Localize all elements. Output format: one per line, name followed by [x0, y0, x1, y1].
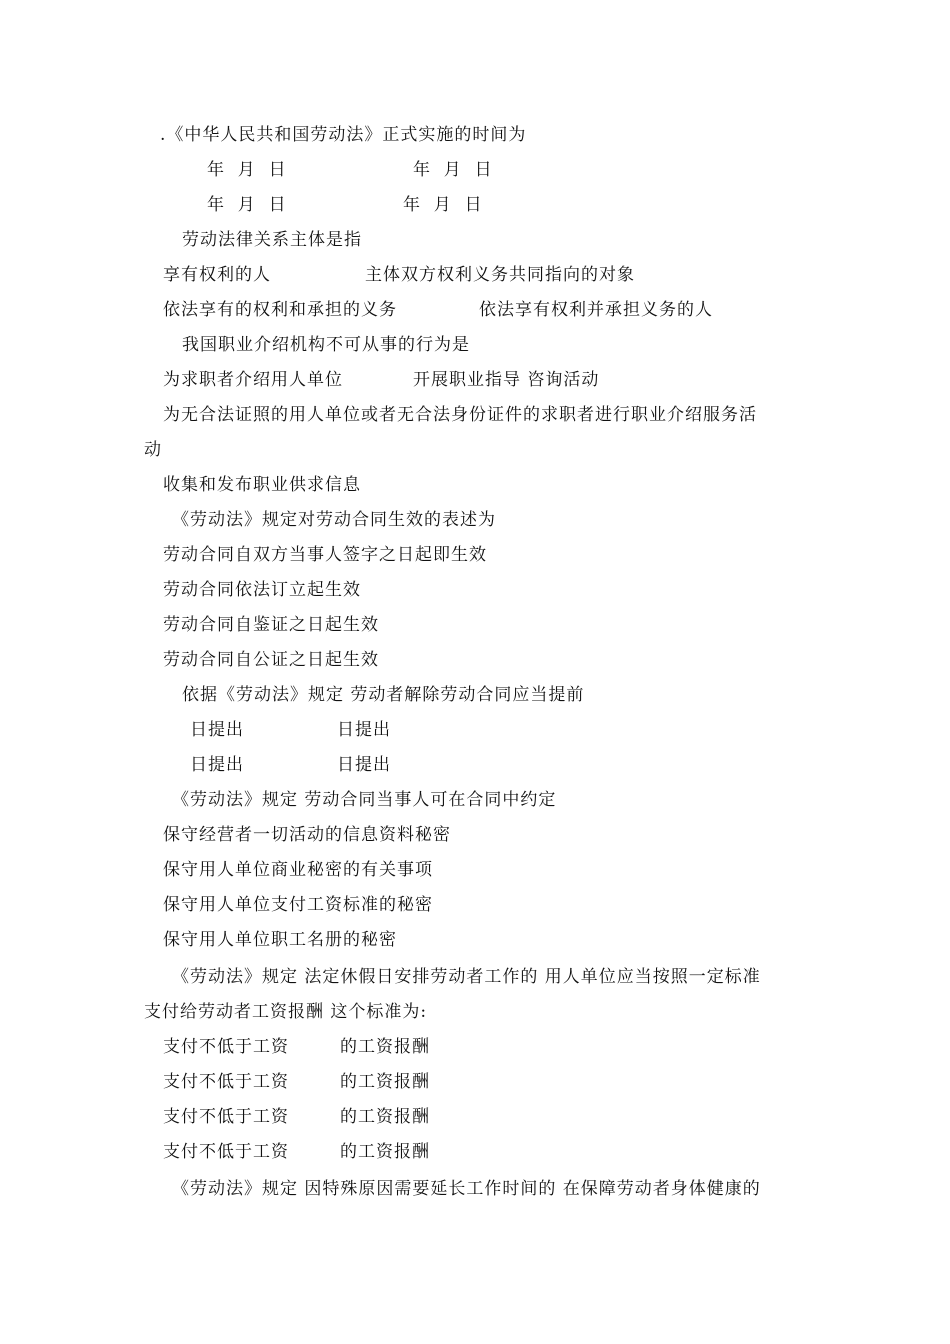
- option-row: [0, 643, 950, 678]
- option-row: [0, 923, 950, 958]
- option-text: 为求职者介绍用人单位: [163, 370, 343, 390]
- option-row: [0, 153, 950, 188]
- option-text: 劳动合同自双方当事人签字之日起即生效: [163, 545, 487, 565]
- question-stem: 《劳动法》规定 法定休假日安排劳动者工作的 用人单位应当按照一定标准: [172, 967, 761, 987]
- option-text: 支付不低于工资: [163, 1037, 289, 1057]
- option-row: [0, 853, 950, 888]
- option-text: 日提出: [190, 720, 244, 740]
- option-text: 支付不低于工资: [163, 1072, 289, 1092]
- option-text: 的工资报酬: [340, 1107, 430, 1127]
- option-row: [0, 1065, 950, 1100]
- option-text: 保守用人单位职工名册的秘密: [163, 930, 397, 950]
- option-text: 的工资报酬: [340, 1072, 430, 1092]
- option-row: [0, 293, 950, 328]
- option-text: 保守经营者一切活动的信息资料秘密: [163, 825, 451, 845]
- option-text: 主体双方权利义务共同指向的对象: [365, 265, 635, 285]
- question-stem: 《劳动法》规定 劳动合同当事人可在合同中约定: [172, 790, 557, 810]
- option-row: [0, 188, 950, 223]
- option-row: [0, 1030, 950, 1065]
- option-row: [0, 1100, 950, 1135]
- option-row: [0, 818, 950, 853]
- option-text: 日提出: [337, 755, 391, 775]
- option-row: [0, 398, 950, 433]
- option-text: 保守用人单位支付工资标准的秘密: [163, 895, 433, 915]
- option-text: 劳动合同自鉴证之日起生效: [163, 615, 379, 635]
- option-row: [0, 433, 950, 468]
- option-row: [0, 258, 950, 293]
- question-stem: 《劳动法》规定对劳动合同生效的表述为: [172, 510, 496, 530]
- option-text: 依法享有的权利和承担的义务: [163, 300, 397, 320]
- option-row: [0, 363, 950, 398]
- option-text: 享有权利的人: [163, 265, 271, 285]
- option-row: [0, 468, 950, 503]
- question-stem: 依据《劳动法》规定 劳动者解除劳动合同应当提前: [182, 685, 585, 705]
- option-row: [0, 608, 950, 643]
- option-text: 年 月 日: [413, 160, 493, 180]
- option-row: [0, 888, 950, 923]
- option-text: 依法享有权利并承担义务的人: [479, 300, 713, 320]
- question-stem: .《中华人民共和国劳动法》正式实施的时间为: [160, 125, 527, 145]
- question-stem: 《劳动法》规定 因特殊原因需要延长工作时间的 在保障劳动者身体健康的: [172, 1179, 761, 1199]
- option-text: 支付不低于工资: [163, 1107, 289, 1127]
- option-text: 日提出: [337, 720, 391, 740]
- option-text: 劳动合同依法订立起生效: [163, 580, 361, 600]
- option-text: 年 月 日: [207, 160, 287, 180]
- question-stem-cont: 支付给劳动者工资报酬 这个标准为:: [144, 1002, 428, 1022]
- option-text: 年 月 日: [403, 195, 483, 215]
- question-stem: 我国职业介绍机构不可从事的行为是: [182, 335, 470, 355]
- option-text: 年 月 日: [207, 195, 287, 215]
- option-text: 开展职业指导 咨询活动: [413, 370, 600, 390]
- option-row: [0, 748, 950, 783]
- option-row: [0, 1135, 950, 1170]
- option-row: [0, 538, 950, 573]
- option-text: 的工资报酬: [340, 1142, 430, 1162]
- option-text: 劳动合同自公证之日起生效: [163, 650, 379, 670]
- option-row: [0, 573, 950, 608]
- option-text: 支付不低于工资: [163, 1142, 289, 1162]
- option-text: 的工资报酬: [340, 1037, 430, 1057]
- option-text: 保守用人单位商业秘密的有关事项: [163, 860, 433, 880]
- option-text: 为无合法证照的用人单位或者无合法身份证件的求职者进行职业介绍服务活: [163, 405, 757, 425]
- question-stem: 劳动法律关系主体是指: [182, 230, 362, 250]
- option-text: 动: [144, 440, 162, 460]
- option-text: 收集和发布职业供求信息: [163, 475, 361, 495]
- option-row: [0, 713, 950, 748]
- option-text: 日提出: [190, 755, 244, 775]
